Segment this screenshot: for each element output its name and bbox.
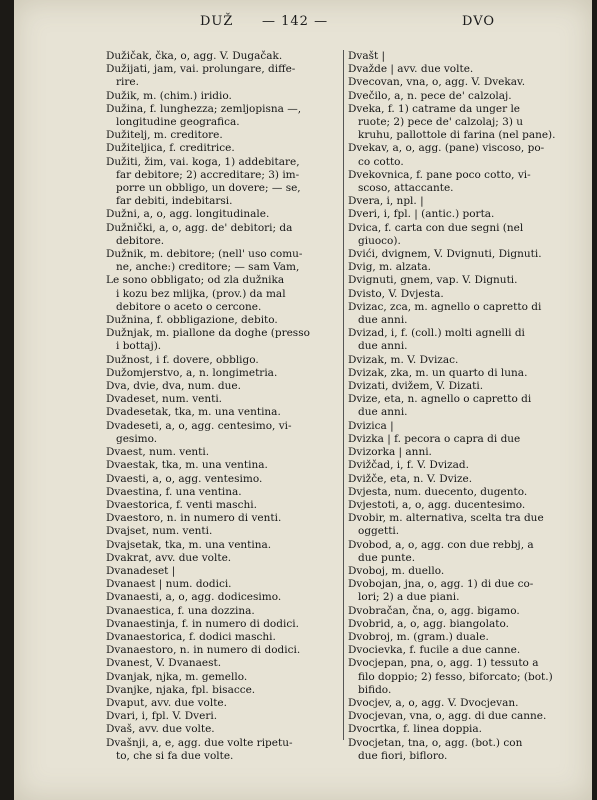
entry-line: scoso, attaccante. — [358, 182, 454, 195]
entry-line: bifido. — [358, 683, 392, 696]
entry-line: Dužitelj, m. creditore. — [106, 129, 223, 142]
entry-line: Dužomjerstvo, a, n. longimetria. — [106, 366, 278, 379]
entry-line: Dvanaestica, f. una dozzina. — [106, 604, 255, 617]
entry-line: Dvanaestoro, n. in numero di dodici. — [106, 644, 301, 657]
entry-line: gesimo. — [116, 432, 158, 445]
entry-line: Dužiti, žim, vai. koga, 1) addebitare, — [106, 155, 300, 168]
entry-line: Dvanaesti, a, o, agg. dodicesimo. — [106, 591, 282, 604]
entry-line: Dvizorka | anni. — [348, 446, 432, 459]
entry-line: Dvera, i, npl. | — [348, 195, 424, 208]
entry-line: Dvanadeset | — [106, 564, 176, 577]
entry-line: giuoco). — [358, 234, 401, 247]
entry-line: Dvjesta, num. duecento, dugento. — [348, 485, 528, 498]
entry-line: due anni. — [358, 406, 408, 419]
entry-line: Dvanaestinja, f. in numero di dodici. — [106, 617, 299, 630]
entry-line: Dvaš, avv. due volte. — [106, 723, 215, 736]
page-header — [14, 14, 592, 36]
page-number: — 142 — — [262, 14, 329, 29]
entry-line: Dvadesetak, tka, m. una ventina. — [106, 406, 281, 419]
entry-line: Dvocjepan, pna, o, agg. 1) tessuto a — [348, 657, 539, 670]
entry-line: Dužik, m. (chim.) iridio. — [106, 89, 232, 102]
entry-line: Dvica, f. carta con due segni (nel — [348, 221, 524, 234]
entry-line: ne, anche:) creditore; — sam Vam, — [116, 261, 300, 274]
entry-line: Dvizak, zka, m. un quarto di luna. — [348, 366, 528, 379]
entry-line: Dvig, m. alzata. — [348, 261, 431, 274]
entry-line: Dvocjevan, vna, o, agg. di due canne. — [348, 710, 547, 723]
entry-line: Dva, dvie, dva, num. due. — [106, 380, 241, 393]
entry-line: Dvecovan, vna, o, agg. V. Dvekav. — [348, 76, 526, 89]
entry-line: Dvocjetan, tna, o, agg. (bot.) con — [348, 736, 523, 749]
dictionary-page — [14, 0, 592, 800]
header-right-guide-word: DVO — [462, 14, 496, 29]
entry-line: Dvaest, num. venti. — [106, 446, 210, 459]
entry-line: Dvašnji, a, e, agg. due volte ripetu- — [106, 736, 293, 749]
entry-line: Dužnički, a, o, agg. de' debitori; da — [106, 221, 293, 234]
entry-line: i bottaj). — [116, 340, 162, 353]
entry-line: Dveka, f. 1) catrame da unger le — [348, 102, 521, 115]
entry-line: Dvobojan, jna, o, agg. 1) di due co- — [348, 578, 534, 591]
entry-line: Dvocievka, f. fucile a due canne. — [348, 644, 521, 657]
entry-line: Dvižče, eta, n. V. Dvize. — [348, 472, 473, 485]
left-column — [106, 50, 342, 763]
entry-line: Dvizica | — [348, 419, 394, 432]
entry-line: Dužnina, f. obbligazione, debito. — [106, 314, 278, 327]
entry-line: Dvekovnica, f. pane poco cotto, vi- — [348, 168, 531, 181]
entry-line: Dvobračan, čna, o, agg. bigamo. — [348, 604, 520, 617]
entry-line: Dvaestorica, f. venti maschi. — [106, 498, 257, 511]
entry-line: Dvaestak, tka, m. una ventina. — [106, 459, 268, 472]
header-left-guide-word: DUŽ — [200, 14, 234, 29]
entry-line: longitudine geografica. — [116, 116, 240, 129]
entry-line: Dvanjke, njaka, fpl. bisacce. — [106, 683, 256, 696]
entry-line: Dužnost, i f. dovere, obbligo. — [106, 353, 259, 366]
entry-line: Dvobod, a, o, agg. con due rebbj, a — [348, 538, 534, 551]
entry-line: Dvocjev, a, o, agg. V. Dvocjevan. — [348, 696, 519, 709]
entry-line: Dvizad, i, f. (coll.) molti agnelli di — [348, 327, 525, 340]
entry-line: Dvašt | — [348, 50, 386, 62]
entry-line: co cotto. — [358, 155, 404, 168]
entry-line: Dužičak, čka, o, agg. V. Dugačak. — [106, 50, 283, 62]
entry-line: Dvizati, dvižem, V. Dizati. — [348, 380, 484, 393]
entry-line: Dvadeset, num. venti. — [106, 393, 223, 406]
entry-line: due punte. — [358, 551, 416, 564]
entry-line: rire. — [116, 76, 139, 89]
entry-line: Dvanjak, njka, m. gemello. — [106, 670, 248, 683]
entry-line: Dvari, i, fpl. V. Dveri. — [106, 710, 218, 723]
entry-line: Dvaestina, f. una ventina. — [106, 485, 242, 498]
entry-line: Dvadeseti, a, o, agg. centesimo, vi- — [106, 419, 292, 432]
entry-line: Dvaput, avv. due volte. — [106, 696, 227, 709]
entry-line: Dužijati, jam, vai. prolungare, diffe- — [106, 63, 296, 76]
entry-line: Dvažde | avv. due volte. — [348, 63, 474, 76]
entry-line: Dvaesti, a, o, agg. ventesimo. — [106, 472, 263, 485]
entry-line: Dvići, dvignem, V. Dvignuti, Dignuti. — [348, 248, 542, 261]
entry-line: due fiori, bifloro. — [358, 749, 448, 762]
entry-line: debitore. — [116, 234, 165, 247]
entry-line: porre un obbligo, un dovere; — se, — [116, 182, 301, 195]
entry-line: Dužni, a, o, agg. longitudinale. — [106, 208, 270, 221]
entry-line: Dvekav, a, o, agg. (pane) viscoso, po- — [348, 142, 545, 155]
entry-line: Dvizka | f. pecora o capra di due — [348, 432, 521, 445]
entry-line: Dvjestoti, a, o, agg. ducentesimo. — [348, 498, 526, 511]
entry-line: Dvignuti, gnem, vap. V. Dignuti. — [348, 274, 518, 287]
entry-line: debitore o aceto o cercone. — [116, 300, 262, 313]
entry-line: Dveri, i, fpl. | (antic.) porta. — [348, 208, 495, 221]
entry-line: kruhu, pallottole di farina (nel pane). — [358, 129, 556, 142]
entry-line: Dvanest, V. Dvanaest. — [106, 657, 222, 670]
entry-line: Dužiteljica, f. creditrice. — [106, 142, 235, 155]
entry-line: lori; 2) a due piani. — [358, 591, 460, 604]
entry-line: ruote; 2) pece de' calzolaj; 3) u — [358, 116, 524, 129]
entry-line: oggetti. — [358, 525, 400, 538]
entry-line: Dvanaestorica, f. dodici maschi. — [106, 630, 276, 643]
entry-line: Dužnik, m. debitore; (nell' uso comu- — [106, 248, 303, 261]
entry-line: due anni. — [358, 314, 408, 327]
column-divider — [343, 50, 344, 740]
entry-line: Dvečilo, a, n. pece de' calzolaj. — [348, 89, 512, 102]
entry-line: Dužina, f. lunghezza; zemljopisna —, — [106, 102, 302, 115]
entry-line: Dvanaest | num. dodici. — [106, 578, 232, 591]
entry-line: Dvocrtka, f. linea doppia. — [348, 723, 483, 736]
entry-line: Dvoboj, m. duello. — [348, 564, 445, 577]
entry-line: Dvize, eta, n. agnello o capretto di — [348, 393, 532, 406]
entry-line: Dvižčad, i, f. V. Dvizad. — [348, 459, 469, 472]
entry-line: Le sono obbligato; od zla dužnika — [106, 274, 285, 287]
entry-line: to, che si fa due volte. — [116, 749, 234, 762]
entry-line: Dvaestoro, n. in numero di venti. — [106, 512, 282, 525]
entry-line: Dvajsetak, tka, m. una ventina. — [106, 538, 272, 551]
entry-line: Dvizak, m. V. Dvizac. — [348, 353, 459, 366]
entry-line: far debitore; 2) accreditare; 3) im- — [116, 168, 300, 181]
entry-line: Dvobrid, a, o, agg. biangolato. — [348, 617, 509, 630]
entry-line: Dvisto, V. Dvjesta. — [348, 287, 444, 300]
right-column — [348, 50, 566, 763]
entry-line: Dužnjak, m. piallone da doghe (presso — [106, 327, 310, 340]
entry-line: Dvobroj, m. (gram.) duale. — [348, 630, 489, 643]
entry-line: Dvizac, zca, m. agnello o capretto di — [348, 300, 542, 313]
entry-line: i kozu bez mlijka, (prov.) da mal — [116, 287, 286, 300]
entry-line: due anni. — [358, 340, 408, 353]
entry-line: Dvakrat, avv. due volte. — [106, 551, 232, 564]
entry-line: filo doppio; 2) fesso, biforcato; (bot.) — [358, 670, 553, 683]
entry-line: far debiti, indebitarsi. — [116, 195, 233, 208]
entry-line: Dvajset, num. venti. — [106, 525, 213, 538]
entry-line: Dvobir, m. alternativa, scelta tra due — [348, 512, 544, 525]
